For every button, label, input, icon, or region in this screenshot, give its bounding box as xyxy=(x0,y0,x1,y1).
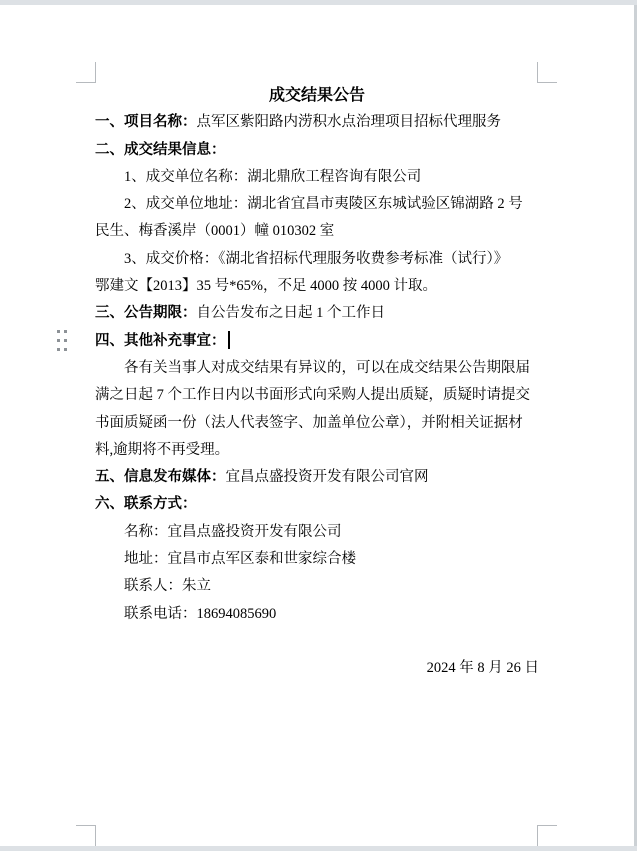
text-line xyxy=(95,109,539,136)
text-segment-bold: 六、联系方式： xyxy=(95,496,197,513)
text-line xyxy=(95,464,539,491)
text-line xyxy=(95,328,539,355)
text-segment-bold: 成交结果公告 xyxy=(268,87,365,104)
text-line xyxy=(95,273,539,300)
text-segment: 鄂建文【2013】35 号*65%，不足 4000 按 4000 计取。 xyxy=(95,278,437,295)
text-segment: 书面质疑函一份（法人代表签字、加盖单位公章），并附相关证据材 xyxy=(95,414,523,431)
text-segment: 料,逾期将不再受理。 xyxy=(95,441,230,458)
text-line xyxy=(95,300,539,327)
text-line xyxy=(95,246,539,273)
document-title xyxy=(95,82,539,109)
text-line xyxy=(95,218,539,245)
text-segment-bold: 二、成交结果信息： xyxy=(95,141,226,158)
text-segment: 民生、梅香溪岸（0001）幢 010302 室 xyxy=(95,223,335,240)
text-segment: 联系人：朱立 xyxy=(124,578,211,595)
text-segment-bold: 五、信息发布媒体： xyxy=(95,469,226,486)
text-segment-bold: 一、项目名称： xyxy=(95,114,197,131)
text-line xyxy=(95,546,539,573)
text-line xyxy=(95,164,539,191)
text-segment: 点军区紫阳路内涝积水点治理项目招标代理服务 xyxy=(196,114,501,131)
paragraph-drag-handle-icon[interactable] xyxy=(57,330,60,333)
text-segment: 宜昌点盛投资开发有限公司官网 xyxy=(225,469,429,486)
margin-crop-mark-bottom-right xyxy=(537,825,557,846)
margin-crop-mark-top-left xyxy=(76,62,96,83)
text-segment: 联系电话：18694085690 xyxy=(124,605,277,622)
text-segment-bold: 四、其他补充事宜： xyxy=(95,332,226,349)
editor-chrome-top-band xyxy=(0,0,637,5)
text-line xyxy=(95,573,539,600)
text-line xyxy=(95,519,539,546)
text-line xyxy=(95,191,539,218)
text-line xyxy=(95,410,539,437)
text-segment: 1、成交单位名称：湖北鼎欣工程咨询有限公司 xyxy=(124,168,422,185)
text-segment: 名称：宜昌点盛投资开发有限公司 xyxy=(124,523,342,540)
text-line xyxy=(95,655,539,682)
text-segment-bold: 三、公告期限： xyxy=(95,305,197,322)
margin-crop-mark-bottom-left xyxy=(76,825,96,846)
text-line xyxy=(95,437,539,464)
text-line xyxy=(95,137,539,164)
text-segment: 2、成交单位地址：湖北省宜昌市夷陵区东城试验区锦湖路 2 号 xyxy=(124,196,523,213)
text-segment: 地址：宜昌市点军区泰和世家综合楼 xyxy=(124,551,356,568)
text-line xyxy=(95,491,539,518)
margin-crop-mark-top-right xyxy=(537,62,557,83)
text-line xyxy=(95,628,539,655)
text-segment: 自公告发布之日起 1 个工作日 xyxy=(196,305,385,322)
text-line xyxy=(95,382,539,409)
document-body[interactable] xyxy=(95,82,539,683)
text-line xyxy=(95,601,539,628)
text-segment: 3、成交价格：《湖北省招标代理服务收费参考标准（试行）》 xyxy=(124,250,509,267)
text-segment: 满之日起 7 个工作日内以书面形式向采购人提出质疑，质疑时请提交 xyxy=(95,387,530,404)
text-segment: 各有关当事人对成交结果有异议的，可以在成交结果公告期限届 xyxy=(124,359,530,376)
text-cursor xyxy=(228,331,231,349)
editor-chrome-bottom-band xyxy=(0,846,637,851)
text-line xyxy=(95,355,539,382)
text-segment: 2024 年 8 月 26 日 xyxy=(426,660,539,677)
